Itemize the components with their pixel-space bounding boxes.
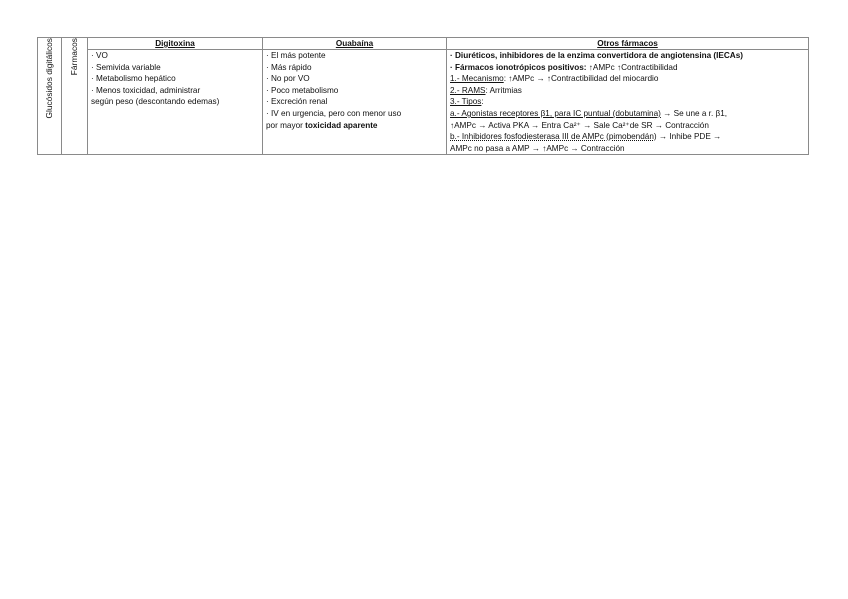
ouabaina-line: · Más rápido: [266, 62, 312, 72]
ionotropicos-label: · Fármacos ionotrópicos positivos:: [450, 62, 589, 72]
header-row: [38, 38, 809, 50]
digitoxina-line: · Menos toxicidad, administrar: [91, 85, 201, 95]
column-header-otros: Otros fármacos: [447, 38, 809, 50]
ouabaina-bold-tail: toxicidad aparente: [305, 120, 378, 130]
otros-line-agonistas: [450, 108, 805, 120]
otros-line-inhibidores-cont: AMPc no pasa a AMP → ↑AMPc → Contracción: [450, 143, 625, 153]
otros-line-inhibidores: [450, 131, 805, 143]
otros-cell: [447, 50, 809, 155]
otros-line-mecanismo: [450, 73, 805, 85]
rams-label: 2.- RAMS: [450, 85, 486, 95]
digitoxina-line: · VO: [91, 51, 108, 60]
ouabaina-line: · IV en urgencia, pero con menor uso: [266, 108, 402, 118]
agonistas-text: → Se une a r. β1,: [660, 108, 728, 118]
mecanismo-text: : ↑AMPc → ↑Contractibilidad del miocardio: [503, 74, 659, 84]
section-label-cell: [38, 38, 62, 155]
ouabaina-line: · Excreción renal: [266, 97, 328, 107]
digitoxina-line: según peso (descontando edemas): [91, 97, 220, 107]
ouabaina-line-last: [266, 120, 443, 132]
tipos-text: :: [481, 97, 484, 107]
content-row: [38, 50, 809, 155]
ionotropicos-text: ↑AMPc ↑Contractibilidad: [588, 62, 678, 72]
rams-text: : Arritmias: [485, 85, 522, 95]
otros-line-tipos: [450, 96, 805, 108]
agonistas-label: a.- Agonistas receptores β1, para IC puntual (dobutamina): [450, 108, 661, 118]
digitoxina-cell: [88, 50, 263, 155]
otros-line-rams: [450, 85, 805, 97]
otros-line-ionotropicos: [450, 62, 805, 74]
subsection-label-cell: [62, 38, 88, 155]
digitoxina-line: · Semivida variable: [91, 62, 161, 72]
inhibidores-text: → Inhibe PDE →: [656, 132, 722, 142]
ouabaina-cell: [263, 50, 447, 155]
tipos-label: 3.- Tipos: [450, 97, 482, 107]
mecanismo-label: 1.- Mecanismo: [450, 74, 504, 84]
ouabaina-line: · No por VO: [266, 74, 310, 84]
otros-line-diureticos: · Diuréticos, inhibidores de la enzima convertidora de angiotensina (IECAs): [450, 51, 743, 60]
ouabaina-line: · Poco metabolismo: [266, 85, 339, 95]
inhibidores-label: b.- Inhibidores fosfodiesterasa III de AMPc (pimobendán): [450, 132, 657, 142]
subsection-label: Fármacos: [68, 38, 79, 76]
ouabaina-line: · El más potente: [266, 51, 326, 60]
section-label: Glucósidos digitálicos: [43, 38, 54, 119]
column-header-digitoxina: Digitoxina: [88, 38, 263, 50]
column-header-ouabaina: Ouabaína: [263, 38, 447, 50]
pharmacology-notes-table: [37, 37, 809, 155]
otros-line-agonistas-cont: ↑AMPc → Activa PKA → Entra Ca²⁺ → Sale Ca²⁺de SR → Contracción: [450, 120, 709, 130]
ouabaina-line-start: por mayor: [266, 120, 306, 130]
digitoxina-line: · Metabolismo hepático: [91, 74, 176, 84]
